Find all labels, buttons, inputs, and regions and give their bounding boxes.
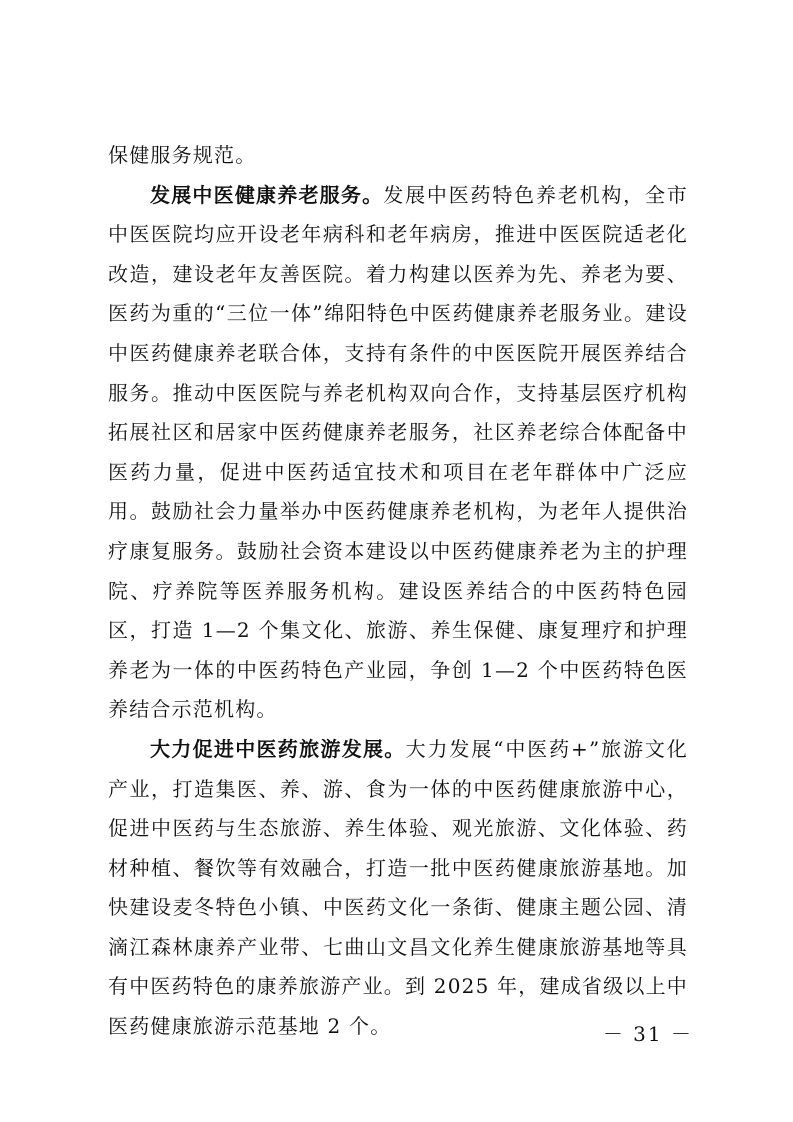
paragraph-tcm-tourism [108,730,688,1047]
paragraph-heading: 发展中医健康养老服务。 [150,182,384,207]
body-text [108,136,688,1047]
paragraph-text: 保健服务规范。 [108,143,257,167]
paragraph-continuation [108,136,688,176]
page-number: － 31 － [602,1022,693,1046]
paragraph-text: 大力发展“中医药+”旅游文化产业，打造集医、养、游、食为一体的中医药健康旅游中心，促进中医药与生态旅游、养生体验、观光旅游、文化体验、药材种植、餐饮等有效融合，打造一批中医药健康旅游基地。加快建设麦冬特色小镇、中医药文化一条街、健康主题公园、清滴江森林康养产业带、七曲山文昌文化养生健康旅游基地等具有中医药特色的康养旅游产业。到 2025 年，建成省级以上中医药健康旅游示范基地 2 个。 [108,736,688,1039]
paragraph-tcm-elderly-care [108,176,688,730]
paragraph-heading: 大力促进中医药旅游发展。 [150,736,406,761]
paragraph-text: 发展中医药特色养老机构，全市中医医院均应开设老年病科和老年病房，推进中医医院适老化改造，建设老年友善医院。着力构建以医养为先、养老为要、医药为重的“三位一体”绵阳特色中医药健康养老服务业。建设中医药健康养老联合体，支持有条件的中医医院开展医养结合服务。推动中医医院与养老机构双向合作，支持基层医疗机构拓展社区和居家中医药健康养老服务，社区养老综合体配备中医药力量，促进中医药适宜技术和项目在老年群体中广泛应用。鼓励社会力量举办中医药健康养老机构，为老年人提供治疗康复服务。鼓励社会资本建设以中医药健康养老为主的护理院、疗养院等医养服务机构。建设医养结合的中医药特色园区，打造 1—2 个集文化、旅游、养生保健、康复理疗和护理养老为一体的中医药特色产业园，争创 1—2 个中医药特色医养结合示范机构。 [108,182,688,722]
